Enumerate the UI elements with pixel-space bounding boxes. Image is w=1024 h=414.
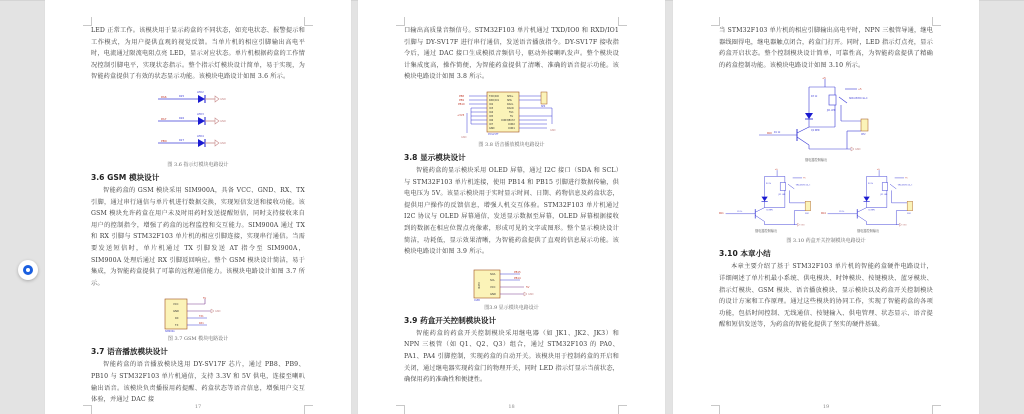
figure-gsm-circuit [163, 297, 233, 333]
paragraph: 智能药盒的 GSM 模块采用 SIM900A，具备 VCC、GND、RX、TX 引脚，通过串行通信与单片机进行数据交换，实现短信发送和接收功能。该 GSM 模块允许药盒在用户未及时用药时发送提醒短信，同时支持接收来自用户的控制指令，增强了药盒的远程监控和交互能力。SIM900A 通过 TX 和 RX 引脚与 STM32F103 单片机的相应引脚连接，实现串行通信。当需要发送短信时，单片机通过 TX 引脚发送 AT 指令至 SIM900A，SIM900A 处理后通过 RX 引脚返回响应。整个 GSM 模块设计简洁，易于集成，为智能药盒提供了可靠的远程通信能力。该模块电路设计如图 3.7 所示。 [91, 186, 305, 287]
svg-text:PB9: PB9 [458, 98, 464, 102]
svg-text:PA7: PA7 [161, 116, 167, 121]
svg-text:IO5: IO5 [488, 114, 493, 118]
page-body [404, 25, 619, 386]
page-number: 18 [508, 404, 515, 410]
svg-text:DY-SV17F: DY-SV17F [487, 132, 498, 136]
section-heading: 3.6 GSM 模块设计 [91, 172, 160, 182]
paragraph: LED 正常工作。该模块用于显示药盒的不同状态，如充电状态、报警提示和工作模式，为用户提供直观的视觉反馈。当单片机的相应引脚输出高电平时，电流通过限流电阻点亮 LED，显示对应状态。单片机根据药盒的工作情况控制引脚电平，实现状态指示。整个指示灯模块设计简单，易于实现，为智能药盒提供了有效的状态显示功能。该模块电路设计如图 3.6 所示。 [91, 27, 305, 81]
figure-oled-circuit [472, 268, 552, 302]
paragraph: 本章主要介绍了基于 STM32F103 单片机的智能药盒硬件电路设计，详细阐述了单片机最小系统、供电模块、时钟模块、按键模块、蓝牙模块、指示灯模块、GSM 模块、语音播放模块、显示模块以及药盒开关控制模块的设计方案和工作原理。通过这些模块的协同工作，实现了智能药盒的各项功能，包括时间控制、无线通信、按键输入、供电管理、状态显示、语音提醒和短信发送等，为药盒的智能化提供了坚实的硬件基础。 [719, 263, 933, 329]
svg-text:SDA: SDA [489, 272, 495, 276]
svg-text:TX: TX [175, 324, 179, 328]
paragraph: 当 STM32F103 单片机的相应引脚输出高电平时，NPN 三极管导通，继电器线圈得电，继电器触点闭合，药盒门打开。同时，LED 指示灯点亮，显示药盒开启状态。整个控制模块设计简单，可靠性高，为智能药盒提供了精确的药盒控制功能。该模块电路设计如图 3.10 所示。 [719, 27, 933, 69]
figure-indicator-led-circuit [153, 89, 243, 159]
svg-text:GND: GND [549, 128, 555, 132]
crop-mark [618, 17, 627, 26]
page-number: 19 [822, 404, 830, 410]
svg-text:RX: RX [175, 317, 179, 321]
svg-text:GND: GND [489, 292, 496, 296]
svg-text:LED2: LED2 [197, 90, 204, 94]
svg-text:R25: R25 [179, 94, 185, 98]
section-heading: 3.8 显示模块设计 [404, 152, 466, 162]
svg-text:RX1: RX1 [199, 322, 204, 326]
svg-text:DACL: DACL [506, 102, 513, 106]
svg-text:TX1: TX1 [199, 315, 204, 319]
svg-text:IO7: IO7 [488, 122, 493, 126]
page-number: 17 [194, 404, 202, 410]
svg-text:SCL: SCL [489, 278, 495, 282]
svg-text:IO3: IO3 [488, 106, 493, 110]
document-page-19 [673, 0, 979, 414]
svg-text:继电器控制输出: 继电器控制输出 [755, 229, 778, 234]
svg-text:CON2: CON2 [507, 122, 515, 126]
paragraph: 智能药盒的显示模块采用 OLED 屏幕，通过 I2C 接口（SDA 和 SCL）与 STM32F103 单片机连接，使用 PB14 和 PB15 引脚进行数据传输，供电电压为 5V。该显示模块用于实时显示时间、日期、药物信息及药盒状态，提供用户操作的反馈信息，增强人机交互体验。STM32F103 单片机通过 I2C 协议与 OLED 屏幕通信，发送显示数据至屏幕，OLED 屏幕根据接收到的数据在相应位置点亮像素，形成可见的文字或图形。整个显示模块设计简洁，功耗低，显示效果清晰，为智能药盒提供了直观的信息展示功能。该模块电路设计如图 3.9 所示。 [404, 166, 619, 256]
svg-text:GND: GND [215, 310, 221, 314]
svg-text:5V1: 5V1 [508, 110, 514, 114]
section-heading: 3.7 语音播放模块设计 [91, 347, 168, 357]
svg-text:SPK: SPK [540, 104, 545, 108]
svg-text:LED4: LED4 [197, 134, 204, 138]
svg-text:CON3/BUSY: CON3/BUSY [500, 118, 515, 122]
page-body [91, 25, 305, 406]
paragraph: 口输出高质量音频信号。STM32F103 单片机通过 TXD/IO0 和 RXD/IO1 引脚与 DY-SV17F 进行串行通信，发送语音播放指令。DY-SV17F 接收指令后，通过 DAC 接口生成模拟音频信号，驱动外接喇叭发声。整个模块设计集成度高，操作简便，为智能药盒提供了清晰、准确的语音提示功能。该模块电路设计如图 3.8 所示。 [404, 27, 619, 81]
svg-text:GND: GND [527, 292, 533, 296]
svg-text:R27: R27 [179, 138, 185, 142]
figure-caption: 图3.9 显示模块电路设计 [484, 304, 539, 311]
document-page-17 [45, 0, 351, 414]
svg-text:GND: GND [488, 126, 494, 130]
svg-text:PB15: PB15 [513, 270, 521, 274]
svg-text:VCC: VCC [489, 285, 495, 289]
page-body [704, 25, 933, 331]
svg-text:GND: GND [220, 141, 226, 145]
document-page-18 [358, 0, 665, 414]
svg-text:LED3: LED3 [197, 112, 204, 116]
svg-text:PA4: PA4 [821, 212, 826, 216]
svg-text:5V: 5V [525, 285, 529, 289]
assistant-icon [23, 265, 33, 275]
figure-relay-control-circuit: +5 R3 1k JK1 LED +5 SRD-05VDC-SL-C Q1 NPN R1 1k GND XH2 PA0 继电器控制输出 PA1 继电器控制输出 PA4 继电器控制输出 [719, 75, 933, 235]
svg-text:5V: 5V [203, 297, 207, 301]
svg-text:5V: 5V [509, 114, 513, 118]
svg-text:VCC: VCC [173, 303, 179, 307]
svg-text:R26: R26 [179, 116, 185, 120]
svg-text:IO6: IO6 [488, 118, 493, 122]
figure-caption: 图 3.7 GSM 模块电路设计 [167, 336, 229, 343]
svg-text:SPK+: SPK+ [506, 94, 514, 98]
svg-text:PA6: PA6 [161, 94, 167, 99]
figure-caption: 图 3.6 指示灯模块电路设计 [167, 161, 229, 168]
svg-text:PB14: PB14 [513, 276, 521, 280]
figure-voice-module-circuit [457, 89, 567, 139]
svg-text:PB10: PB10 [457, 102, 465, 106]
svg-text:GND: GND [220, 119, 226, 123]
paragraph: 智能药盒的语音播放模块选用 DY-SV17F 芯片，通过 PB8、PB9、PB10 与 STM32F103 单片机通信，支持 3.3V 和 5V 供电，连接至喇叭输出语音。该模块负责播报用药提醒、药盒状态等语音信息，增强用户交互体验，并通过 DAC 接 [91, 361, 305, 404]
crop-mark [304, 17, 313, 26]
section-heading: 3.10 本章小结 [719, 249, 771, 259]
svg-text:PA0: PA0 [767, 132, 772, 136]
svg-text:CON1: CON1 [507, 126, 515, 130]
svg-text:DACR: DACR [506, 106, 514, 110]
svg-text:IO4: IO4 [488, 110, 493, 114]
assistant-float-button[interactable] [18, 260, 38, 280]
svg-text:OLED: OLED [476, 281, 480, 289]
svg-text:PB8: PB8 [458, 94, 464, 98]
svg-text:GND: GND [220, 97, 226, 101]
svg-text:+3V3: +3V3 [456, 113, 464, 117]
svg-text:SPK-: SPK- [506, 98, 512, 102]
svg-text:GND: GND [460, 135, 466, 139]
paragraph: 智能药盒的药盒开关控制模块采用继电器（如 JK1、JK2、JK3）和 NPN 三极管（如 Q1、Q2、Q3）组合，通过 STM32F103 的 PA0、PA1、PA4 引脚控制，实现药盒的自动开关。该模块用于控制药盒的开启和关闭，通过继电器实现药盒门的物理开关，同时 LED 指示灯显示当前状态，确保用药的准确性和便捷性。 [404, 329, 619, 384]
svg-text:PA1: PA1 [719, 212, 724, 216]
svg-text:继电器控制输出: 继电器控制输出 [805, 158, 828, 163]
svg-text:IO2: IO2 [488, 102, 493, 106]
section-heading: 3.9 药盒开关控制模块设计 [404, 315, 497, 325]
svg-text:RXD/IO1: RXD/IO1 [488, 98, 499, 102]
figure-caption: 图 3.10 药盒开关控制模块电路设计 [786, 238, 866, 245]
crop-mark [932, 17, 941, 26]
svg-text:OLED: OLED [473, 298, 480, 302]
svg-text:PB0: PB0 [161, 138, 167, 143]
svg-text:GND: GND [173, 310, 179, 314]
svg-text:TXD/IO0: TXD/IO0 [488, 94, 499, 98]
figure-caption: 图 3.8 语音播放模块电路设计 [478, 141, 545, 148]
svg-text:继电器控制输出: 继电器控制输出 [857, 229, 880, 234]
svg-text:SIM900A: SIM900A [165, 330, 175, 334]
